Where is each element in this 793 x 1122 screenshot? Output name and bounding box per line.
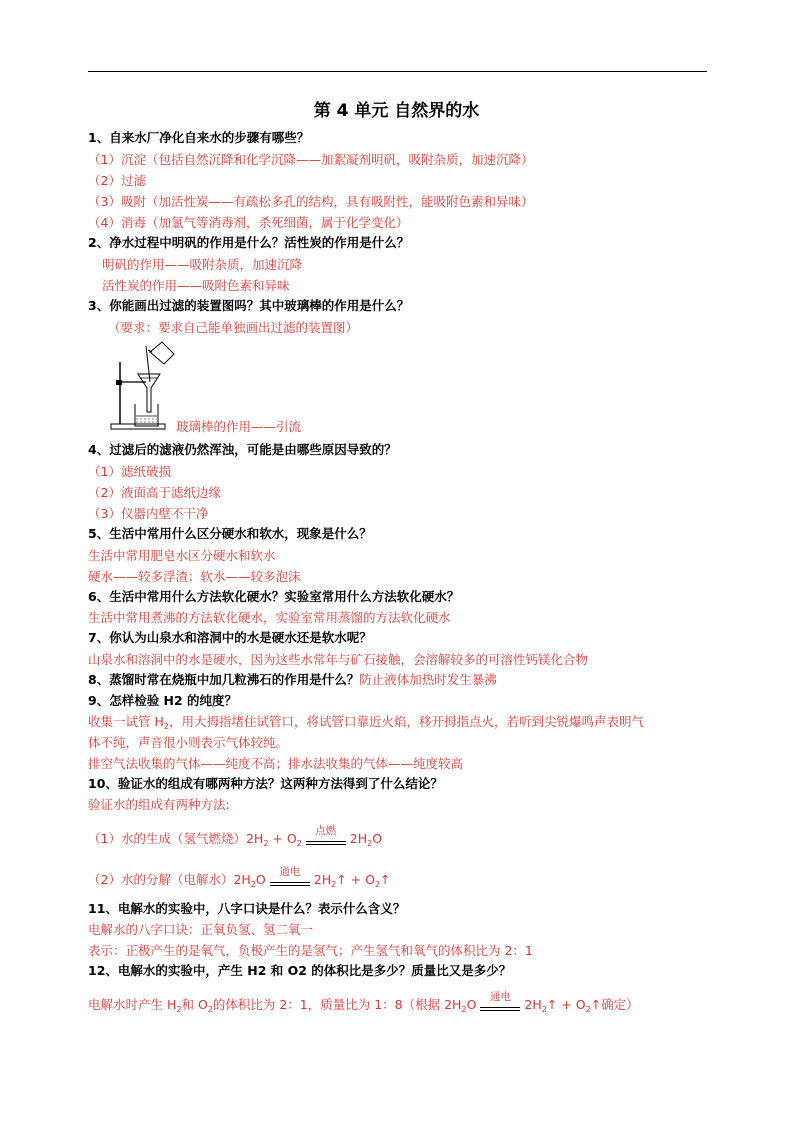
answer-1-3: （3）吸附（加活性炭——有疏松多孔的结构，具有吸附性，能吸附色素和异味） (88, 194, 534, 209)
answer-4-1: （1）滤纸破损 (88, 464, 171, 479)
equation-hydrogen-combustion: （1）水的生成（氢气燃烧）$2H_2 + O_2$ 点燃 $2H_2O$ (88, 824, 383, 848)
equation-electrolysis: （2）水的分解（电解水）$2H_2O$ 通电 $2H_2↑$ + $O_2↑$ (88, 865, 391, 889)
answer-10-1: 验证水的组成有两种方法: (88, 797, 230, 812)
question-2: 2、净水过程中明矾的作用是什么？活性炭的作用是什么？ (88, 235, 410, 250)
answer-7-1: 山泉水和溶洞中的水是硬水，因为这些水常年与矿石接触，会溶解较多的可溶性钙镁化合物 (88, 652, 589, 667)
question-4: 4、过滤后的滤液仍然浑浊，可能是由哪些原因导致的？ (88, 442, 397, 457)
question-8-line (88, 672, 497, 688)
question-8: 8、蒸馏时常在烧瓶中加几粒沸石的作用是什么？ (88, 672, 360, 687)
reaction-arrow: 点燃 (306, 832, 346, 848)
page-title: 第 4 单元 自然界的水 (313, 101, 480, 121)
answer-9-2: 体不纯，声音很小则表示气体较纯。 (88, 735, 289, 750)
answer-9-1: 收集一试管 $H_2$，用大拇指堵住试管口，将试管口靠近火焰，移开拇指点火，若听到尖锐爆鸣声表明气 (88, 714, 644, 731)
question-7: 7、你认为山泉水和溶洞中的水是硬水还是软水呢？ (88, 630, 372, 645)
answer-1-2: （2）过滤 (88, 173, 146, 188)
question-6: 6、生活中常用什么方法软化硬水？实验室常用什么方法软化硬水？ (88, 589, 460, 604)
reaction-arrow: 通电 (270, 873, 310, 889)
question-11: 11、电解水的实验中，八字口诀是什么？表示什么含义？ (88, 901, 406, 916)
header-rule (88, 71, 707, 72)
answer-12-1: 电解水时产生 $H_2$和 $O_2$的体积比为 2：1，质量比为 1：8（根据 $2H_2O$ 通电 $2H_2↑$ + $O_2↑$确定） (88, 990, 639, 1014)
answer-11-1: 电解水的八字口诀：正氧负氢、氢二氧一 (88, 922, 314, 937)
question-1: 1、自来水厂净化自来水的步骤有哪些？ (88, 130, 310, 145)
question-3: 3、你能画出过滤的装置图吗？其中玻璃棒的作用是什么？ (88, 298, 410, 313)
answer-5-1: 生活中常用肥皂水区分硬水和软水 (88, 548, 276, 563)
answer-2-1: 明矾的作用——吸附杂质，加速沉降 (102, 257, 303, 272)
answer-8-1: 防止液体加热时发生暴沸 (359, 672, 497, 687)
answer-1-1: （1）沉淀（包括自然沉降和化学沉降——加絮凝剂明矾，吸附杂质，加速沉降） (88, 152, 534, 167)
question-9: 9、怎样检验 H2 的纯度？ (88, 693, 238, 708)
reaction-arrow: 通电 (480, 998, 520, 1014)
answer-3-1: （要求：要求自己能单独画出过滤的装置图） (108, 320, 359, 335)
answer-11-2: 表示：正极产生的是氧气，负极产生的是氢气；产生氢气和氧气的体积比为 2：1 (88, 943, 533, 958)
answer-9-3: 排空气法收集的气体——纯度不高；排水法收集的气体——纯度较高 (88, 756, 464, 771)
question-10: 10、验证水的组成有哪两种方法？这两种方法得到了什么结论？ (88, 776, 443, 791)
filtration-apparatus-diagram (110, 338, 182, 432)
answer-5-2: 硬水——较多浮渣；软水——较多泡沫 (88, 569, 301, 584)
answer-6-1: 生活中常用煮沸的方法软化硬水，实验室常用蒸馏的方法软化硬水 (88, 610, 451, 625)
answer-3-2: 玻璃棒的作用——引流 (176, 419, 302, 434)
question-12: 12、电解水的实验中，产生 H2 和 O2 的体积比是多少？质量比又是多少？ (88, 963, 512, 978)
answer-1-4: （4）消毒（加氯气等消毒剂，杀死细菌，属于化学变化） (88, 215, 409, 230)
answer-4-2: （2）液面高于滤纸边缘 (88, 485, 221, 500)
answer-4-3: （3）仪器内壁不干净 (88, 506, 209, 521)
question-5: 5、生活中常用什么区分硬水和软水，现象是什么？ (88, 526, 372, 541)
answer-2-2: 活性炭的作用——吸附色素和异味 (102, 278, 290, 293)
